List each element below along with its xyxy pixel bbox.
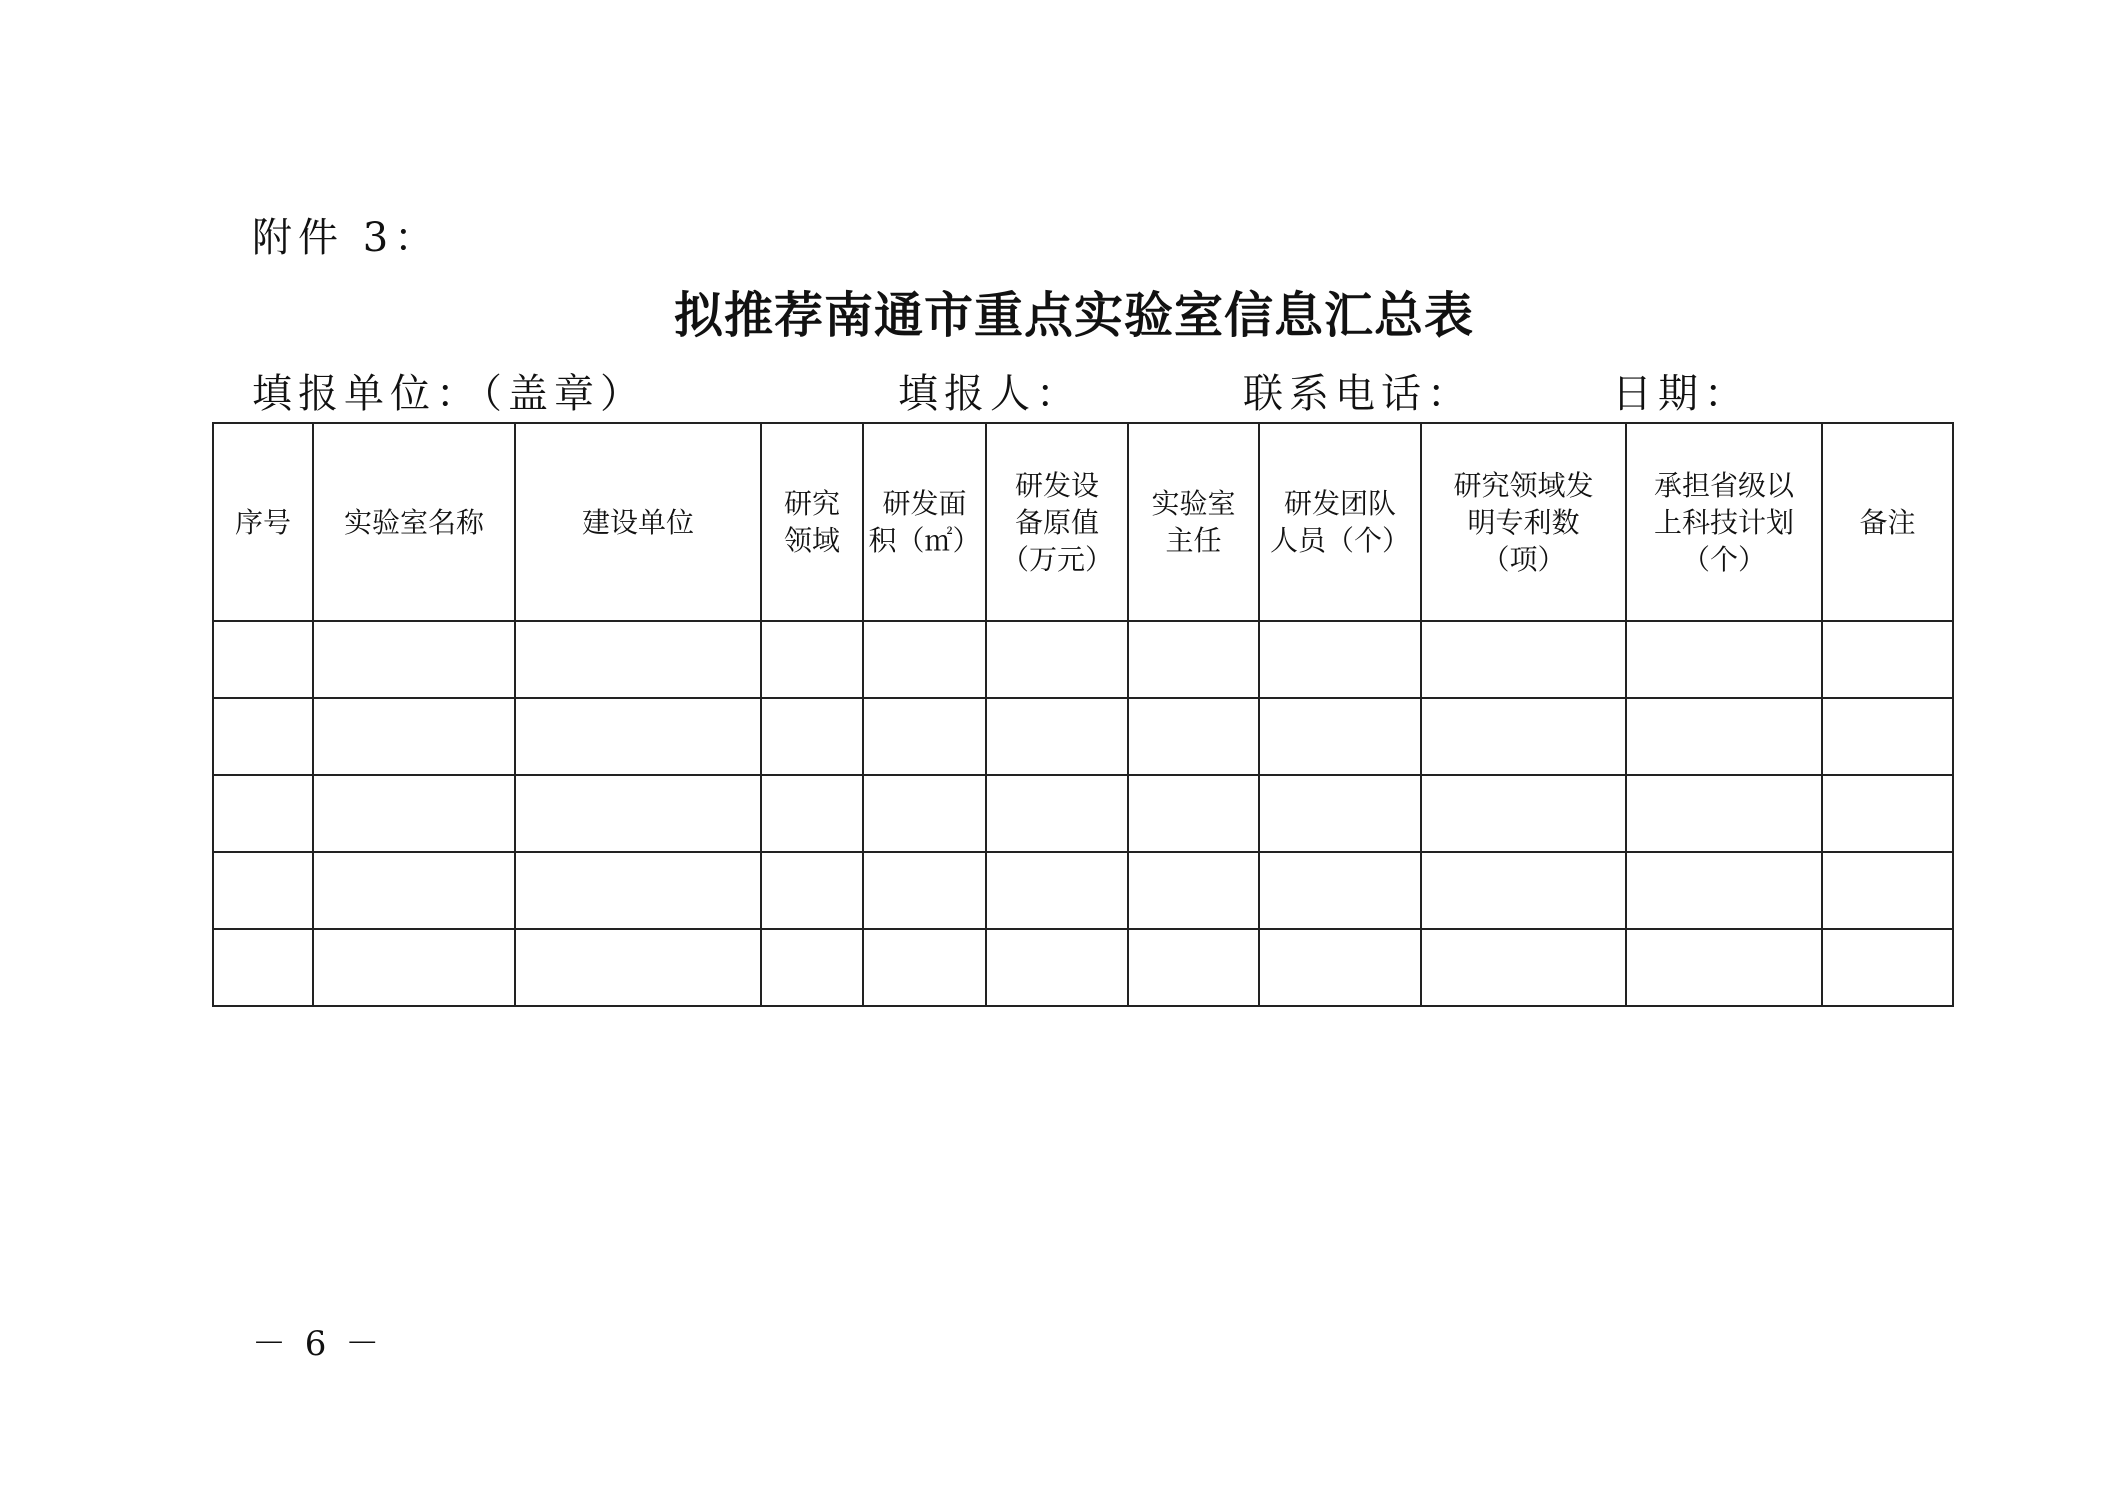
document-title: 拟推荐南通市重点实验室信息汇总表 xyxy=(673,286,1474,344)
table-cell[interactable] xyxy=(863,929,986,1006)
table-cell[interactable] xyxy=(1421,698,1626,775)
field-filler: 填报人： xyxy=(898,371,1082,417)
table-cell[interactable] xyxy=(1822,621,1953,698)
table-cell[interactable] xyxy=(1128,621,1259,698)
table-cell[interactable] xyxy=(761,698,863,775)
table-cell[interactable] xyxy=(1822,929,1953,1006)
table-cell[interactable] xyxy=(761,621,863,698)
header-research-field: 研究 领域 xyxy=(761,423,863,621)
table-cell[interactable] xyxy=(1421,621,1626,698)
table-cell[interactable] xyxy=(515,929,761,1006)
field-reporting-unit: 填报单位：（盖章） xyxy=(252,371,646,417)
table-cell[interactable] xyxy=(863,698,986,775)
table-cell[interactable] xyxy=(515,852,761,929)
header-remarks: 备注 xyxy=(1822,423,1953,621)
table-cell[interactable] xyxy=(213,775,313,852)
table-cell[interactable] xyxy=(1822,698,1953,775)
table-cell[interactable] xyxy=(1128,929,1259,1006)
header-lab-name: 实验室名称 xyxy=(313,423,515,621)
table-body xyxy=(213,621,1953,1006)
table-cell[interactable] xyxy=(515,775,761,852)
table-cell[interactable] xyxy=(313,929,515,1006)
table-cell[interactable] xyxy=(213,852,313,929)
table-cell[interactable] xyxy=(1128,852,1259,929)
table-cell[interactable] xyxy=(313,621,515,698)
table-cell[interactable] xyxy=(761,775,863,852)
table-cell[interactable] xyxy=(1259,929,1421,1006)
table-cell[interactable] xyxy=(986,621,1128,698)
field-date: 日期： xyxy=(1612,371,1750,417)
table-cell[interactable] xyxy=(1421,852,1626,929)
table-cell[interactable] xyxy=(1421,929,1626,1006)
header-serial-number: 序号 xyxy=(213,423,313,621)
table-cell[interactable] xyxy=(863,775,986,852)
table-row xyxy=(213,621,1953,698)
table-cell[interactable] xyxy=(1128,775,1259,852)
attachment-label: 附件 3： xyxy=(252,215,441,261)
table-cell[interactable] xyxy=(986,775,1128,852)
header-lab-director: 实验室 主任 xyxy=(1128,423,1259,621)
table-cell[interactable] xyxy=(1626,929,1822,1006)
header-provincial-projects: 承担省级以 上科技计划 （个） xyxy=(1626,423,1822,621)
table-header-row xyxy=(213,423,1953,621)
table-cell[interactable] xyxy=(1259,698,1421,775)
table-cell[interactable] xyxy=(1128,698,1259,775)
table-cell[interactable] xyxy=(1822,775,1953,852)
table-cell[interactable] xyxy=(986,929,1128,1006)
table-cell[interactable] xyxy=(986,852,1128,929)
table-cell[interactable] xyxy=(213,929,313,1006)
table-cell[interactable] xyxy=(213,621,313,698)
lab-summary-table xyxy=(212,422,1954,1007)
table-cell[interactable] xyxy=(761,852,863,929)
page-number: － 6 － xyxy=(252,1324,384,1364)
table-row xyxy=(213,852,1953,929)
field-contact-phone: 联系电话： xyxy=(1243,371,1473,417)
table-cell[interactable] xyxy=(1626,621,1822,698)
header-construction-unit: 建设单位 xyxy=(515,423,761,621)
table-cell[interactable] xyxy=(863,852,986,929)
header-rd-team-size: 研发团队 人员（个） xyxy=(1259,423,1421,621)
header-patent-count: 研究领域发 明专利数 （项） xyxy=(1421,423,1626,621)
table-row xyxy=(213,929,1953,1006)
table-cell[interactable] xyxy=(1626,698,1822,775)
table-row xyxy=(213,775,1953,852)
table-row xyxy=(213,698,1953,775)
table-cell[interactable] xyxy=(313,852,515,929)
table-cell[interactable] xyxy=(1626,775,1822,852)
table-cell[interactable] xyxy=(1259,852,1421,929)
table-cell[interactable] xyxy=(1626,852,1822,929)
table-cell[interactable] xyxy=(515,698,761,775)
table-cell[interactable] xyxy=(213,698,313,775)
table-cell[interactable] xyxy=(761,929,863,1006)
table-cell[interactable] xyxy=(986,698,1128,775)
table-cell[interactable] xyxy=(313,698,515,775)
table-cell[interactable] xyxy=(1259,775,1421,852)
table-cell[interactable] xyxy=(1259,621,1421,698)
table-cell[interactable] xyxy=(1822,852,1953,929)
table-cell[interactable] xyxy=(515,621,761,698)
header-equipment-value: 研发设 备原值 （万元） xyxy=(986,423,1128,621)
table-cell[interactable] xyxy=(863,621,986,698)
header-rd-area: 研发面 积（㎡） xyxy=(863,423,986,621)
table-cell[interactable] xyxy=(1421,775,1626,852)
table-cell[interactable] xyxy=(313,775,515,852)
